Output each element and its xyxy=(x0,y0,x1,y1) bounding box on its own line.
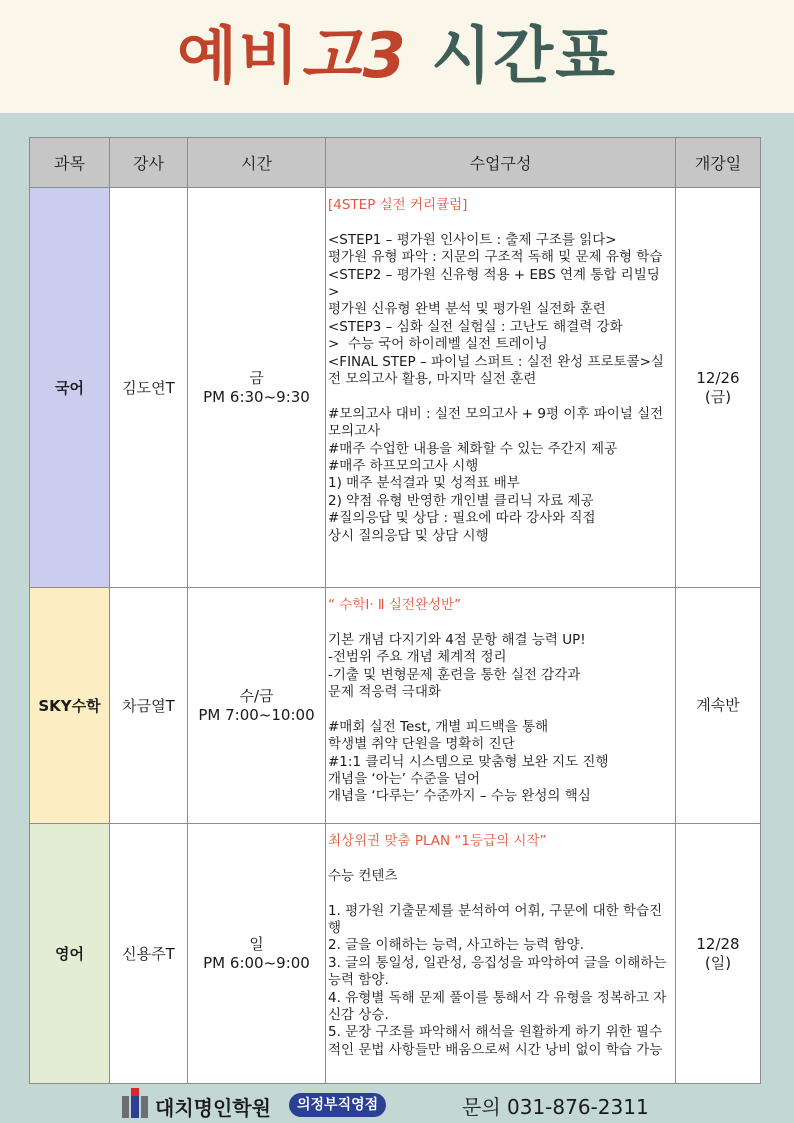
title-part-grade: 고3 xyxy=(300,19,408,92)
column-header-subject: 과목 xyxy=(30,138,110,188)
column-header-start-date: 개강일 xyxy=(676,138,761,188)
curriculum-cell xyxy=(326,824,676,1084)
time-cell xyxy=(188,188,326,588)
table-row-english xyxy=(30,824,761,1084)
curriculum-headline: 최상위권 맞춤 PLAN “1등급의 시작” xyxy=(328,833,547,849)
page-footer xyxy=(0,1084,794,1123)
title-part-timetable: 시간표 xyxy=(431,19,618,92)
start-date: 계속반 xyxy=(696,696,740,714)
teacher-cell: 신용주T xyxy=(110,824,188,1084)
contact-phone: 문의 031-876-2311 xyxy=(462,1095,649,1119)
start-date-cell xyxy=(676,188,761,588)
start-weekday: (금) xyxy=(704,387,732,406)
start-date: 12/28 xyxy=(696,934,740,953)
curriculum-headline: [4STEP 실전 커리큘럼] xyxy=(328,197,468,213)
subject-cell: 영어 xyxy=(30,824,110,1084)
column-header-time: 시간 xyxy=(188,138,326,188)
class-day: 수/금 xyxy=(239,686,274,705)
class-time: PM 6:30~9:30 xyxy=(203,387,310,406)
academy-name: 대치명인학원 xyxy=(155,1096,271,1120)
timetable xyxy=(29,137,761,1084)
curriculum-body: <STEP1 – 평가원 인사이트 : 출제 구조를 읽다> 평가원 유형 파악 : 지문의 구조적 독해 및 문제 유형 학습 <STEP2 – 평가원 신유형 적용 + EBS 연계 통합 리빌딩> 평가원 신유형 완벽 분석 및 평가원 실전화 훈련 <STEP3 – 심화 실전 실험실 : 고난도 해결력 강화 > 수능 국어 하이레벨 실전 트레이닝 <FINAL STEP – 파이널 스퍼트 : 실전 완성 프로토콜>실전 모의고사 활용, 마지막 실전 훈련 #모의고사 대비 : 실전 모의고사 + 9평 이후 파이널 실전 모의고사 #매주 수업한 내용을 체화할 수 있는 주간지 제공 #매주 하프모의고사 시행 1) 매주 분석결과 및 성적표 배부 2) 약점 유형 반영한 개인별 클리닉 자료 제공 #질의응답 및 상담 : 필요에 따라 강사와 직접 상시 질의응답 및 상담 시행 xyxy=(328,231,664,544)
curriculum-cell xyxy=(326,588,676,824)
curriculum-headline: “ 수학Ⅰ· Ⅱ 실전완성반” xyxy=(328,597,462,613)
start-weekday: (일) xyxy=(704,953,732,972)
teacher-cell: 차금열T xyxy=(110,588,188,824)
subject-cell: SKY수학 xyxy=(30,588,110,824)
branch-badge: 의정부직영점 xyxy=(289,1093,386,1117)
class-time: PM 7:00~10:00 xyxy=(198,705,315,724)
column-header-teacher: 강사 xyxy=(110,138,188,188)
start-date: 12/26 xyxy=(696,368,740,387)
curriculum-body: 기본 개념 다지기와 4점 문항 해결 능력 UP! -전범위 주요 개념 체계적 정리 -기출 및 변형문제 훈련을 통한 실전 감각과 문제 적응력 극대화 #매회 실전 Test, 개별 피드백을 통해 학생별 취약 단원을 명확히 진단 #1:1 클리닉 시스템으로 맞춤형 보완 지도 진행 개념을 ‘아는’ 수준을 넘어 개념을 ‘다루는’ 수준까지 – 수능 완성의 핵심 xyxy=(328,631,609,805)
class-day: 금 xyxy=(249,368,264,387)
curriculum-body: 수능 컨텐츠 1. 평가원 기출문제를 분석하여 어휘, 구문에 대한 학습진행 2. 글을 이해하는 능력, 사고하는 능력 함양. 3. 글의 통일성, 일관성, 응집성을 파악하여 글을 이해하는 능력 함양. 4. 유형별 독해 문제 풀이를 통해서 각 유형을 정복하고 자신감 상승. 5. 문장 구조를 파악해서 해석을 원활하게 하기 위한 필수적인 문법 사항들만 배움으로써 시간 낭비 없이 학습 가능 xyxy=(328,867,667,1058)
page-header xyxy=(0,0,794,113)
curriculum-cell xyxy=(326,188,676,588)
teacher-cell: 김도연T xyxy=(110,188,188,588)
class-time: PM 6:00~9:00 xyxy=(203,953,310,972)
page-title xyxy=(0,14,794,98)
time-cell xyxy=(188,588,326,824)
column-header-curriculum: 수업구성 xyxy=(326,138,676,188)
subject-cell: 국어 xyxy=(30,188,110,588)
title-part-prep: 예비 xyxy=(176,19,301,92)
table-header-row xyxy=(30,138,761,188)
start-date-cell xyxy=(676,824,761,1084)
time-cell xyxy=(188,824,326,1084)
table-row-korean xyxy=(30,188,761,588)
table-row-math xyxy=(30,588,761,824)
start-date-cell xyxy=(676,588,761,824)
academy-logo-icon xyxy=(122,1088,148,1118)
class-day: 일 xyxy=(249,934,264,953)
